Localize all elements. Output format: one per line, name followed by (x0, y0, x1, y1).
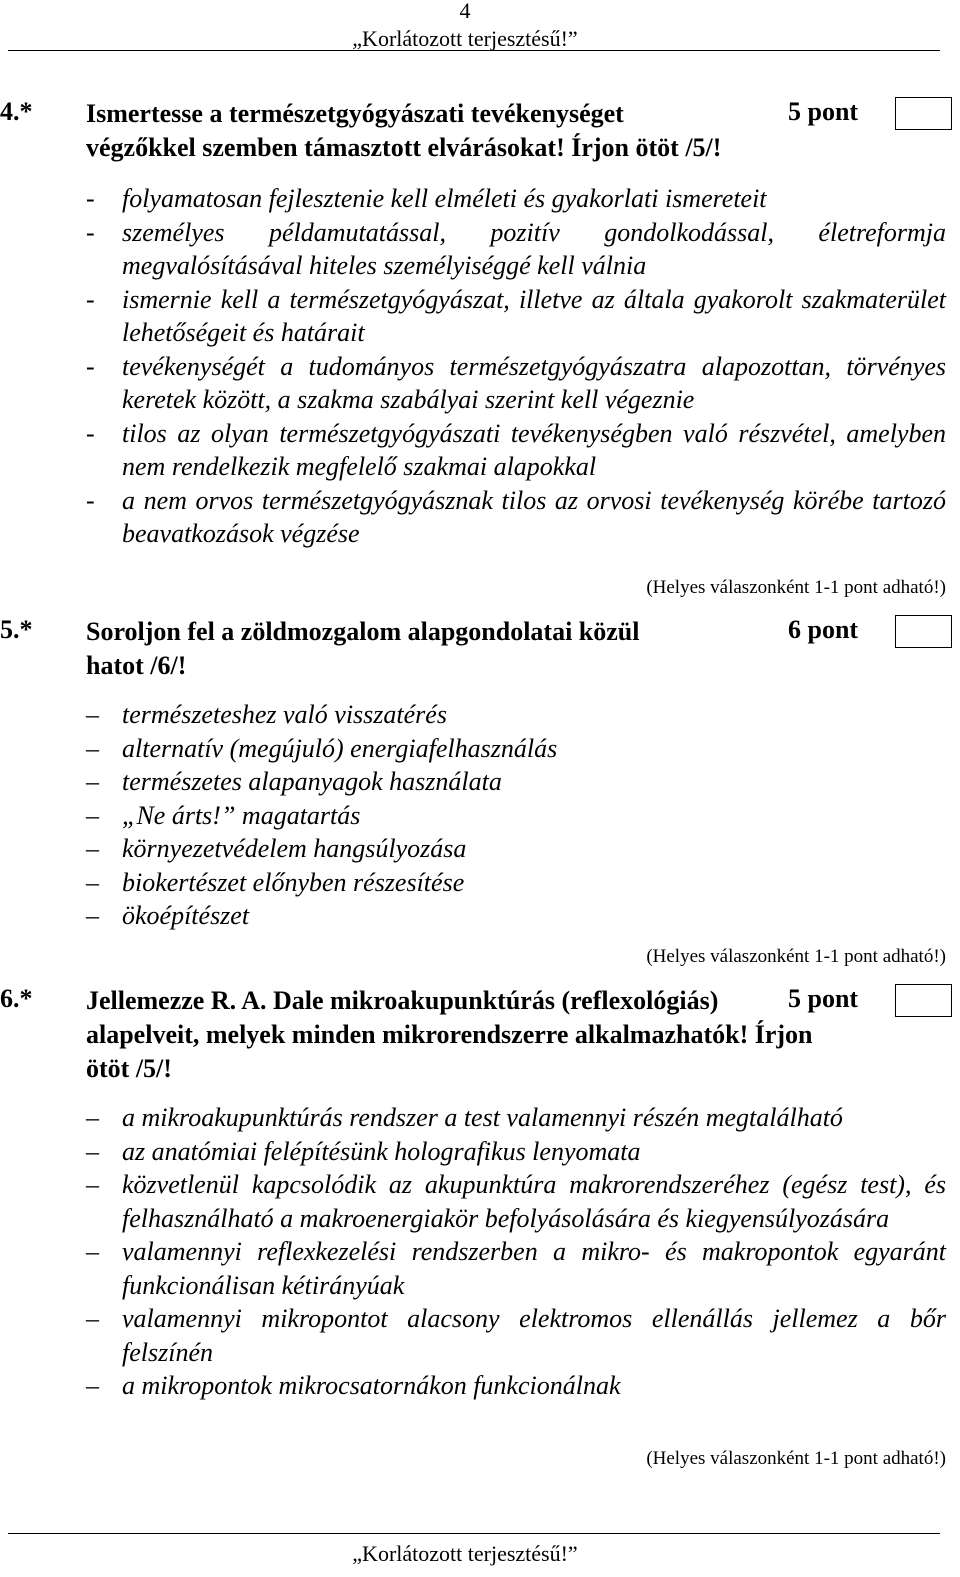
answer-item (86, 1101, 946, 1135)
answer-text: - tevékenységét a tudományos természetgyógyászatra alapozottan, törvényes keretek között, a szakma szabályai szerint kell végeznie (122, 351, 946, 414)
answer-item (86, 832, 946, 866)
footer-distribution-notice: „Korlátozott terjesztésű!” (352, 1541, 578, 1566)
answer-text: – valamennyi reflexkezelési rendszerben a mikro- és makropontok egyaránt funkcionálisan kétirányúak (122, 1237, 946, 1300)
page-number: 4 (459, 0, 471, 23)
answer-item (86, 799, 946, 833)
answer-item (86, 1168, 946, 1235)
answer-text: – a mikroakupunktúrás rendszer a test valamennyi részén megtalálható (122, 1103, 843, 1132)
answer-item (86, 1135, 946, 1169)
answer-item (86, 417, 946, 484)
question-4-answers (86, 182, 946, 551)
question-6-score-box[interactable] (895, 984, 952, 1017)
question-5-score-box[interactable] (895, 615, 952, 648)
answer-item (86, 484, 946, 551)
question-4-scoring-note: (Helyes válaszonként 1-1 pont adható!) (646, 577, 946, 598)
answer-text: - a nem orvos természetgyógyásznak tilos az orvosi tevékenység körébe tartozó beavatkozások végzése (122, 485, 946, 548)
answer-item (86, 216, 946, 283)
answer-item (86, 182, 946, 216)
answer-item (86, 283, 946, 350)
answer-text: - személyes példamutatással, pozitív gondolkodással, életreformja megvalósításával hiteles személyiséggé kell válnia (122, 217, 946, 280)
header-divider (8, 50, 940, 51)
answer-text: – környezetvédelem hangsúlyozása (122, 834, 467, 863)
answer-text: – ökoépítészet (122, 901, 250, 930)
question-6-number: 6.* (0, 984, 33, 1013)
answer-text: – az anatómiai felépítésünk holografikus lenyomata (122, 1136, 641, 1166)
header-distribution-notice: „Korlátozott terjesztésű!” (352, 26, 578, 51)
question-5-scoring-note: (Helyes válaszonként 1-1 pont adható!) (646, 946, 946, 967)
answer-text: – természetes alapanyagok használata (122, 767, 502, 796)
answer-item (86, 866, 946, 900)
answer-text: – „Ne árts!” magatartás (122, 800, 361, 830)
answer-text: - folyamatosan fejlesztenie kell elméleti és gyakorlati ismereteit (122, 184, 767, 213)
answer-text: - tilos az olyan természetgyógyászati tevékenységben való részvétel, amelyben nem rendelkezik megfelelő szakmai alapokkal (122, 418, 946, 481)
answer-item (86, 765, 946, 799)
answer-item (86, 732, 946, 766)
question-6-scoring-note: (Helyes válaszonként 1-1 pont adható!) (646, 1448, 946, 1469)
answer-text: – természeteshez való visszatérés (122, 700, 447, 729)
question-4-number: 4.* (0, 97, 33, 126)
answer-item (86, 1302, 946, 1369)
answer-text: – biokertészet előnyben részesítése (122, 867, 465, 897)
question-6-answers (86, 1101, 946, 1403)
answer-text: – a mikropontok mikrocsatornákon funkcionálnak (122, 1371, 621, 1400)
question-5-number: 5.* (0, 615, 33, 644)
answer-text: – alternatív (megújuló) energiafelhasználás (122, 733, 558, 763)
answer-item (86, 1235, 946, 1302)
answer-item (86, 350, 946, 417)
question-5-answers (86, 698, 946, 933)
question-6-points: 5 pont (788, 984, 859, 1013)
footer-divider (8, 1533, 940, 1534)
answer-item (86, 1369, 946, 1403)
question-4-score-box[interactable] (895, 97, 952, 130)
answer-text: - ismernie kell a természetgyógyászat, illetve az általa gyakorolt szakmaterület lehetőségeit és határait (122, 284, 946, 347)
question-4-points: 5 pont (788, 97, 859, 126)
answer-item (86, 899, 946, 933)
question-4-text: Ismertesse a természetgyógyászati tevékenységet végzőkkel szemben támasztott elvárásokat! Írjon ötöt /5/! (86, 99, 722, 162)
question-5-text: Soroljon fel a zöldmozgalom alapgondolatai közül hatot /6/! (86, 617, 640, 680)
answer-item (86, 698, 946, 732)
answer-text: – valamennyi mikropontot alacsony elektromos ellenállás jellemez a bőr felszínén (122, 1304, 946, 1367)
question-6-text: Jellemezze R. A. Dale mikroakupunktúrás (reflexológiás) alapelveit, melyek minden mikrorendszerre alkalmazhatók! Írjon ötöt /5/! (86, 986, 813, 1083)
question-5-points: 6 pont (788, 615, 859, 644)
answer-text: – közvetlenül kapcsolódik az akupunktúra makrorendszeréhez (egész test), és felhasználható a makroenergiakör befolyásolására és kiegyensúlyozására (122, 1170, 946, 1233)
